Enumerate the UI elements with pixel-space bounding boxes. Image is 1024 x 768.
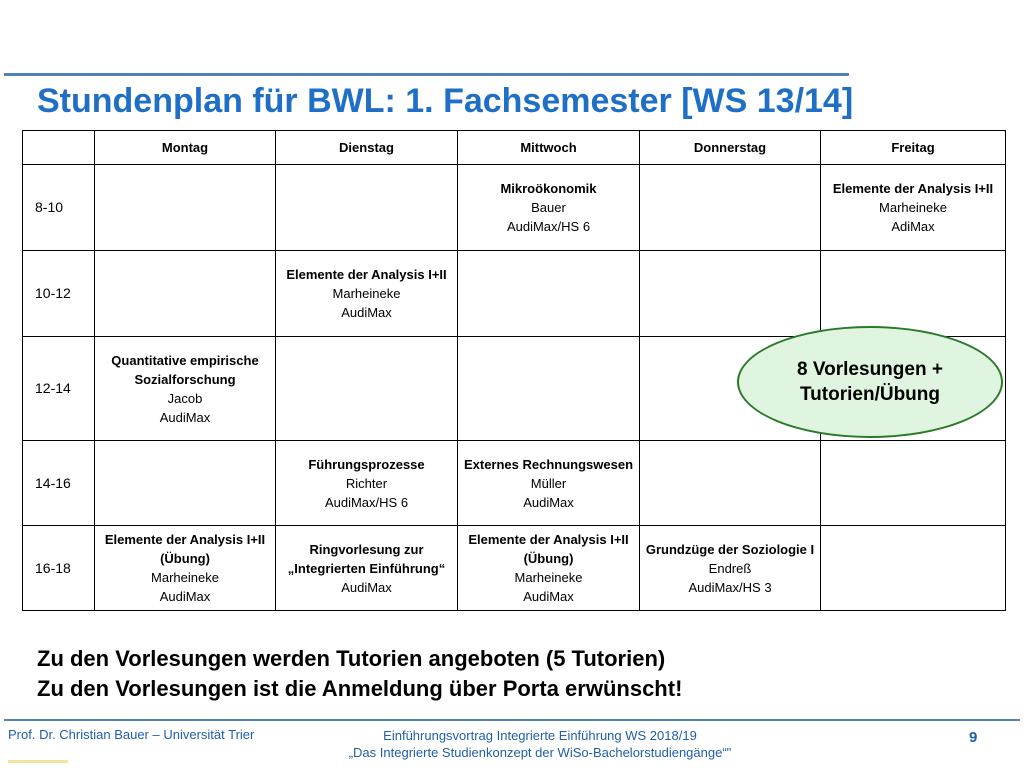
table-row: [23, 441, 1006, 526]
note-tutorials: Zu den Vorlesungen werden Tutorien angeboten (5 Tutorien): [37, 646, 666, 671]
course-cell: [276, 251, 458, 337]
footer-talk-line-1: Einführungsvortrag Integrierte Einführung WS 2018/19: [383, 728, 697, 743]
empty-cell: [95, 165, 276, 251]
day-header-dienstag: Dienstag: [276, 131, 458, 165]
empty-cell: [640, 441, 821, 526]
empty-cell: [821, 441, 1006, 526]
time-slot-label: 16-18: [23, 526, 95, 611]
course-room: AudiMax: [341, 579, 392, 595]
empty-cell: [276, 337, 458, 441]
course-cell: [640, 526, 821, 611]
course-title: Führungsprozesse: [308, 456, 425, 472]
table-row: [23, 165, 1006, 251]
course-title: Elemente der Analysis I+II: [286, 267, 447, 282]
empty-cell: [821, 526, 1006, 611]
course-cell: [458, 526, 640, 611]
empty-cell: [458, 251, 640, 337]
empty-cell: [95, 251, 276, 337]
empty-cell: [458, 337, 640, 441]
footer-talk-title: [330, 727, 750, 761]
empty-cell: [640, 165, 821, 251]
callout-line-2: Tutorien/Übung: [799, 384, 940, 405]
empty-cell: [821, 251, 1006, 337]
page-number: 9: [969, 729, 978, 746]
course-title: Elemente der Analysis I+II (Übung): [468, 532, 629, 566]
course-lecturer: Marheineke: [332, 286, 401, 301]
course-cell: [458, 441, 640, 526]
table-row: [23, 526, 1006, 611]
course-lecturer: Jacob: [167, 390, 203, 406]
title-divider: [4, 73, 849, 76]
day-header-mittwoch: Mittwoch: [458, 131, 640, 165]
empty-cell: [276, 165, 458, 251]
day-header-donnerstag: Donnerstag: [640, 131, 821, 165]
course-cell: [276, 526, 458, 611]
course-cell: [458, 165, 640, 251]
course-room: AudiMax: [341, 305, 392, 320]
course-lecturer: Bauer: [531, 200, 566, 215]
course-title: Mikroökonomik: [500, 181, 597, 196]
course-room: AudiMax/HS 6: [324, 494, 409, 510]
course-cell: [821, 165, 1006, 251]
note-registration: Zu den Vorlesungen ist die Anmeldung über Porta erwünscht!: [37, 676, 683, 701]
course-room: AudiMax: [159, 409, 211, 425]
page-title: Stundenplan für BWL: 1. Fachsemester [WS 13/14]: [37, 82, 854, 120]
time-slot-label: 12-14: [23, 337, 95, 441]
table-row: [23, 251, 1006, 337]
corner-cell: [23, 131, 95, 165]
course-title: Quantitative empirische Sozialforschung: [111, 352, 259, 387]
course-cell: [95, 526, 276, 611]
course-room: AdiMax: [891, 219, 935, 234]
callout-ellipse: [737, 326, 1003, 438]
course-lecturer: Marheineke: [879, 200, 947, 215]
course-room: AudiMax/HS 3: [688, 579, 772, 595]
course-title: Ringvorlesung zur „Integrierten Einführung“: [287, 541, 446, 576]
course-cell: [276, 441, 458, 526]
day-header-montag: Montag: [95, 131, 276, 165]
header-row: [23, 131, 1006, 165]
course-lecturer: Endreß: [708, 560, 752, 576]
course-title: Elemente der Analysis I+II (Übung): [104, 532, 266, 566]
course-lecturer: Marheineke: [514, 570, 583, 585]
footer-author: Prof. Dr. Christian Bauer – Universität Trier: [8, 727, 255, 742]
course-lecturer: Richter: [345, 475, 388, 491]
course-room: AudiMax: [523, 494, 574, 510]
course-lecturer: Marheineke: [151, 570, 219, 585]
footer-talk-line-2: „Das Integrierte Studienkonzept der WiSo-Bachelorstudiengänge“": [348, 745, 732, 760]
course-title: Externes Rechnungswesen: [463, 456, 634, 472]
course-lecturer: Müller: [530, 475, 567, 491]
course-room: AudiMax: [523, 589, 574, 604]
time-slot-label: 10-12: [23, 251, 95, 337]
time-slot-label: 8-10: [23, 165, 95, 251]
corner-decoration: [8, 760, 68, 763]
footer-divider: [4, 719, 1020, 721]
time-slot-label: 14-16: [23, 441, 95, 526]
course-room: AudiMax/HS 6: [506, 219, 591, 234]
callout-line-1: 8 Vorlesungen +: [797, 359, 943, 380]
course-title: Grundzüge der Soziologie I: [645, 541, 815, 557]
empty-cell: [95, 441, 276, 526]
day-header-freitag: Freitag: [821, 131, 1006, 165]
course-cell: [95, 337, 276, 441]
course-room: AudiMax: [159, 589, 211, 604]
course-title: Elemente der Analysis I+II: [832, 181, 994, 196]
empty-cell: [640, 251, 821, 337]
